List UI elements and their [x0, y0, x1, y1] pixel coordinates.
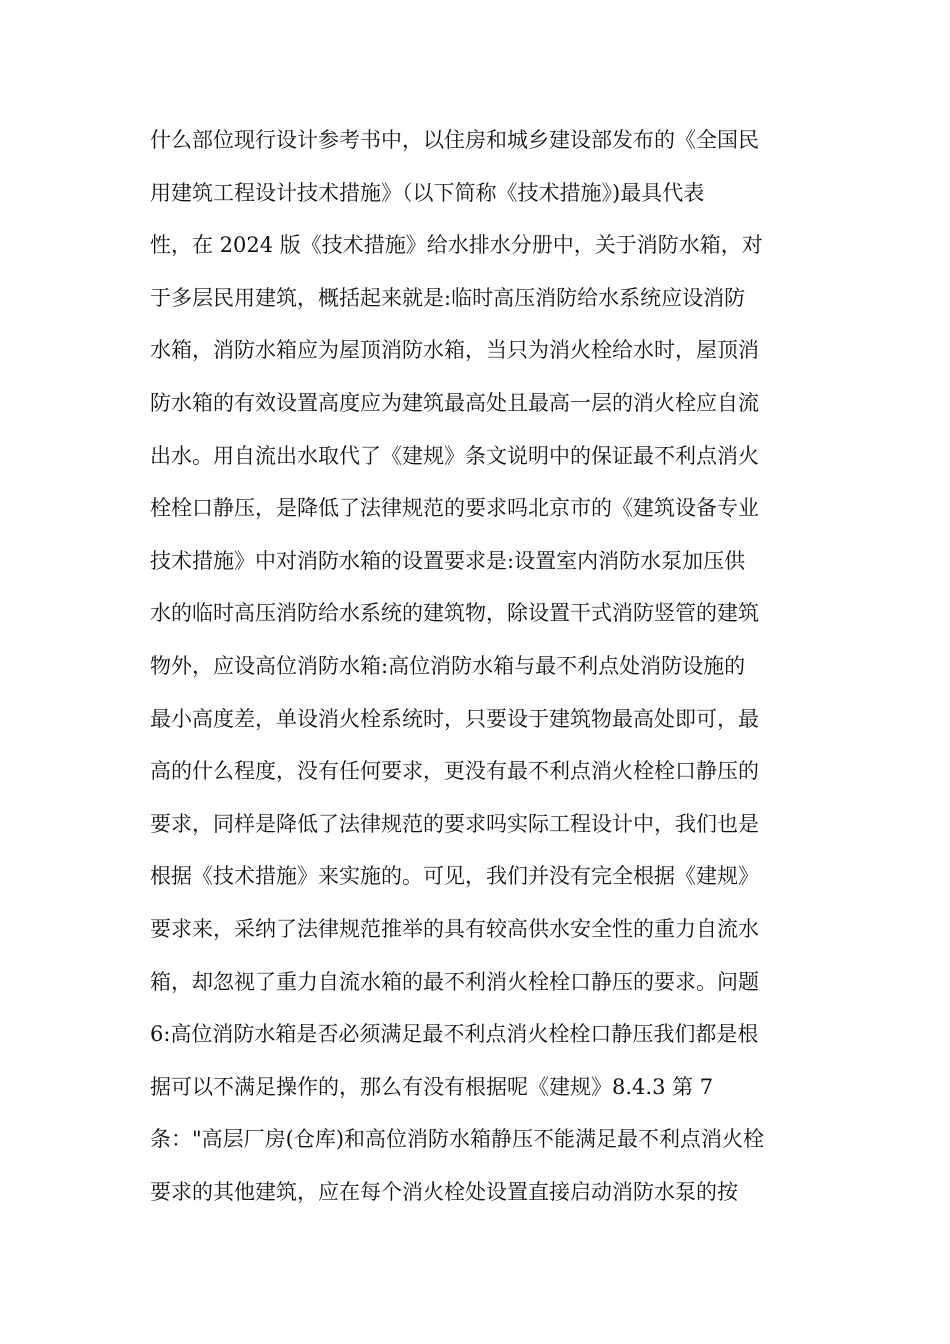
text-line: 6:高位消防水箱是否必须满足最不利点消火栓栓口静压我们都是根: [150, 1022, 759, 1047]
text-line: 什么部位现行设计参考书中，以住房和城乡建设部发布的《全国民: [150, 128, 759, 152]
text-line: 要求的其他建筑，应在每个消火栓处设置直接启动消防水泵的按: [150, 1179, 738, 1204]
text-line: 根据《技术措施》来实施的。可见，我们并没有完全根据《建规》: [150, 864, 759, 889]
text-line: 性，在 2024 版《技术措施》给水排水分册中，关于消防水箱，对: [150, 233, 763, 258]
text-line: 物外，应设高位消防水箱:高位消防水箱与最不利点处消防设施的: [150, 653, 746, 678]
text-line: 要求，同样是降低了法律规范的要求吗实际工程设计中，我们也是: [150, 811, 759, 836]
text-line: 用建筑工程设计技术措施》（以下简称《技术措施》)最具代表: [150, 180, 705, 205]
text-line: 防水箱的有效设置高度应为建筑最高处且最高一层的消火栓应自流: [150, 390, 759, 415]
text-line: 水的临时高压消防给水系统的建筑物，除设置干式消防竖管的建筑: [150, 601, 759, 626]
text-line: 水箱，消防水箱应为屋顶消防水箱，当只为消火栓给水时，屋顶消: [150, 338, 759, 363]
text-line: 最小高度差，单设消火栓系统时，只要设于建筑物最高处即可，最: [150, 706, 759, 731]
text-line: 栓栓口静压，是降低了法律规范的要求吗北京市的《建筑设备专业: [150, 496, 759, 521]
text-line: 高的什么程度，没有任何要求，更没有最不利点消火栓栓口静压的: [150, 759, 759, 784]
text-line: 于多层民用建筑，概括起来就是:临时高压消防给水系统应设消防: [150, 285, 746, 310]
text-line: 条："高层厂房(仓库)和高位消防水箱静压不能满足最不利点消火栓: [150, 1127, 765, 1152]
text-line: 要求来，采纳了法律规范推举的具有较高供水安全性的重力自流水: [150, 916, 759, 941]
text-line: 技术措施》中对消防水箱的设置要求是:设置室内消防水泵加压供: [150, 548, 746, 573]
body-text: [150, 114, 810, 1218]
text-line: 箱，却忽视了重力自流水箱的最不利消火栓栓口静压的要求。问题: [150, 969, 759, 994]
text-line: 据可以不满足操作的，那么有没有根据呢《建规》8.4.3 第 7: [150, 1074, 714, 1099]
text-line: 出水。用自流出水取代了《建规》条文说明中的保证最不利点消火: [150, 443, 759, 468]
